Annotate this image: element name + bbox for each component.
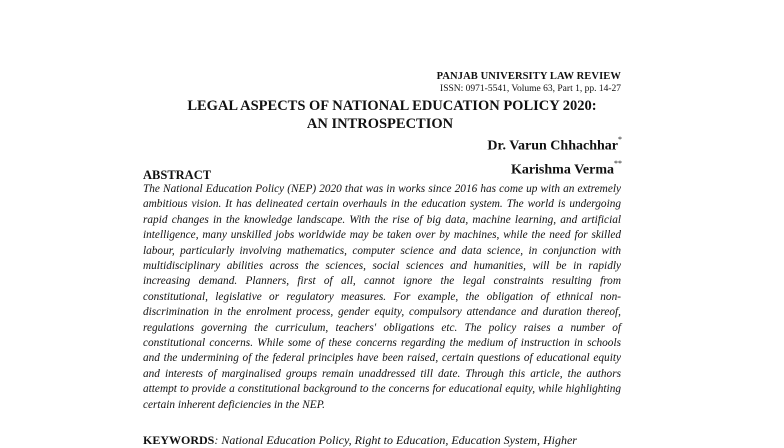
- author-2: [487, 156, 622, 180]
- author-1-name: Dr. Varun Chhachhar: [487, 138, 618, 154]
- paper-title-line-2: AN INTROSPECTION: [306, 116, 454, 132]
- paper-title: [0, 97, 784, 133]
- abstract-heading: ABSTRACT: [143, 168, 212, 182]
- author-1: [487, 132, 622, 156]
- keywords-label: KEYWORDS: [143, 433, 215, 447]
- journal-name: PANJAB UNIVERSITY LAW REVIEW: [436, 71, 621, 82]
- paper-title-line-1: LEGAL ASPECTS OF NATIONAL EDUCATION POLICY 2020:: [187, 98, 597, 114]
- author-list: [487, 132, 622, 179]
- journal-issn: ISSN: 0971-5541, Volume 63, Part 1, pp. 14-27: [440, 84, 621, 94]
- author-1-footnote-mark: *: [618, 135, 622, 144]
- author-2-footnote-mark: **: [614, 158, 622, 168]
- author-2-name: Karishma Verma: [510, 162, 614, 178]
- keywords-text: : National Education Policy, Right to Education, Education System, Higher: [214, 433, 577, 447]
- journal-header: [437, 70, 621, 96]
- abstract-text: The National Education Policy (NEP) 2020 that was in works since 2016 has come up with an extremely ambitious vision. It has delineated certain overhauls in the education system. The world is undergoing rapid changes in the knowledge landscape. With the rise of big data, machine learning, and artificial intelligence, many unskilled jobs worldwide may be taken over by machines, while the need for skilled labour, particularly involving mathematics, computer science and data science, in conjunction with multidisciplinary abilities across the sciences, social sciences and humanities, will be in rapidly increasing demand. Planners, first of all, cannot ignore the legal constraints resulting from constitutional, legislative or regulatory measures. For example, the obligation of ethnical non-discrimination in the enrolment process, gender equity, compulsory attendance and duration thereof, regulations governing the curriculum, teachers' obligations etc. The policy raises a number of constitutional concerns. While some of these concerns regarding the medium of instruction in schools and the undermining of the federal principles have been raised, certain questions of educational equity and interests of marginalised groups remain unaddressed till date. Through this article, the authors attempt to provide a constitutional background to the concerns for educational equity, while highlighting certain inherent deficiencies in the NEP.: [143, 183, 621, 411]
